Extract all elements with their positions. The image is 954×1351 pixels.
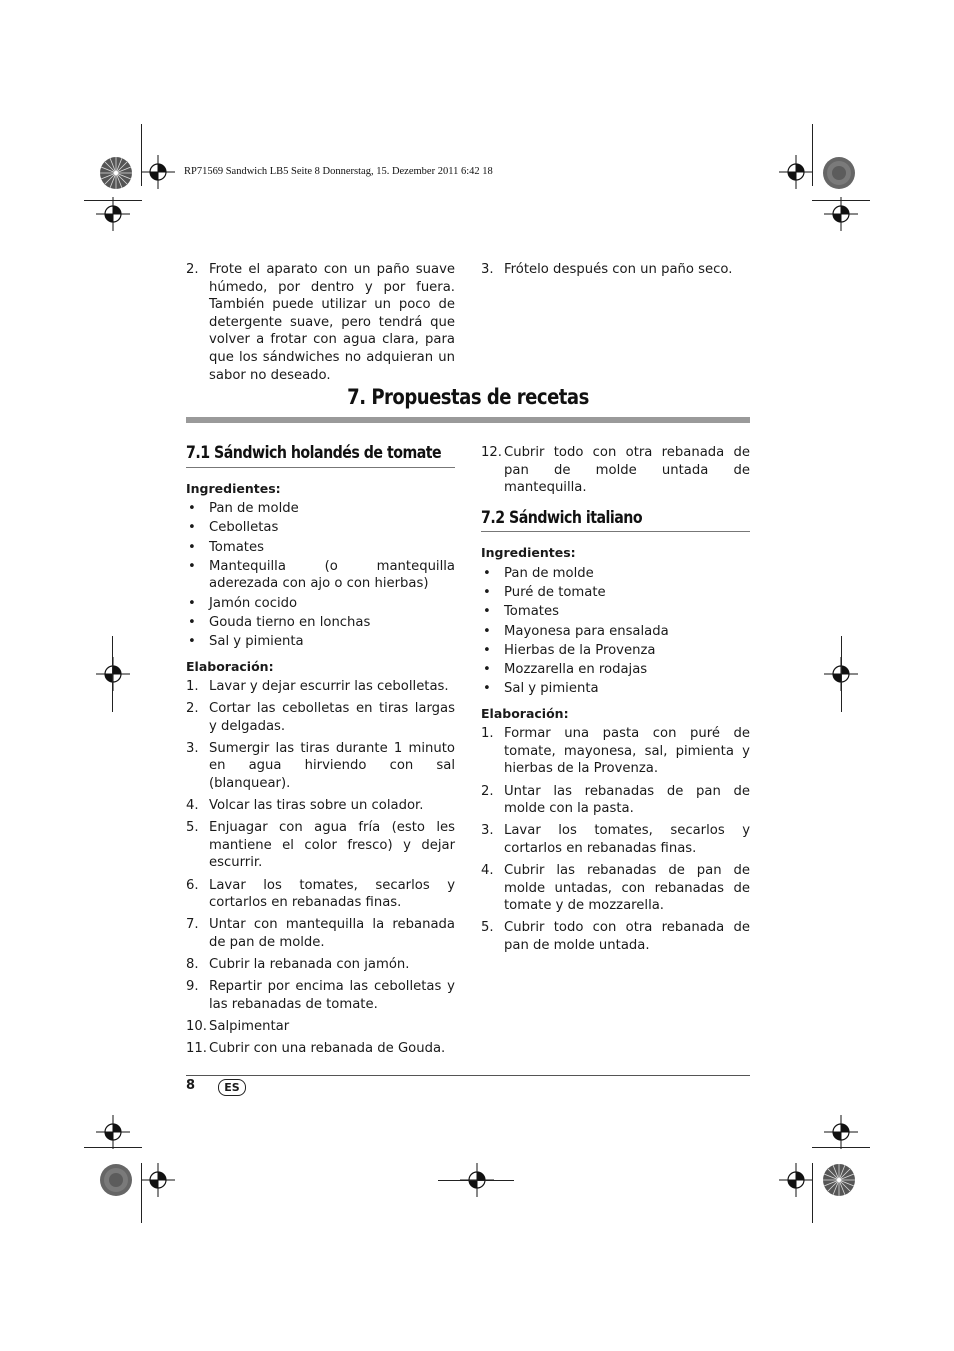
crosshair-icon <box>141 1163 175 1197</box>
page-number: 8 <box>186 1078 196 1093</box>
crop-mark <box>84 200 142 201</box>
preparation-heading: Elaboración: <box>186 658 274 674</box>
top-steps-left <box>186 261 455 389</box>
color-rosette-icon <box>99 1163 133 1197</box>
ingredient-item: • Mantequilla (o mantequilla aderezada con ajo o con hierbas) <box>188 558 455 592</box>
crosshair-icon <box>141 155 175 189</box>
color-rosette-icon <box>99 156 133 190</box>
step-item: 9. Repartir por encima las cebolletas y las rebanadas de tomate. <box>186 979 455 1012</box>
recipe1-title: 7.1 Sándwich holandés de tomate <box>186 443 442 462</box>
crosshair-icon <box>779 155 813 189</box>
step-item: 4. Volcar las tiras sobre un colador. <box>186 798 424 814</box>
preparation-steps <box>186 678 455 1057</box>
ingredient-item: • Jamón cocido <box>188 595 298 611</box>
step-item: 7. Untar con mantequilla la rebanada de pan de molde. <box>186 917 455 950</box>
ingredients-list <box>481 565 750 698</box>
step-item: 6. Lavar los tomates, secarlos y cortarlos en rebanadas finas. <box>186 877 455 911</box>
color-rosette-icon <box>822 1163 856 1197</box>
crop-mark <box>112 636 113 712</box>
step-item: 4. Cubrir las rebanadas de pan de molde untadas, con rebanadas de tomate y de mozzarella. <box>481 862 750 914</box>
top-steps-right <box>481 261 750 283</box>
crosshair-icon <box>96 1115 130 1149</box>
crop-mark <box>141 124 142 186</box>
section-divider <box>186 467 455 468</box>
crosshair-icon <box>96 657 130 691</box>
footer-divider <box>186 1075 750 1076</box>
crosshair-icon <box>779 1163 813 1197</box>
step-item: 1. Lavar y dejar escurrir las cebolletas. <box>186 679 449 695</box>
preparation-steps <box>481 725 750 954</box>
step-item: 11. Cubrir con una rebanada de Gouda. <box>186 1040 446 1056</box>
crop-mark <box>812 200 870 201</box>
step-item: 2. Cortar las cebolletas en tiras largas y delgadas. <box>186 701 455 734</box>
list-item: 3. Frótelo después con un paño seco. <box>481 262 733 277</box>
crop-mark <box>141 1163 142 1223</box>
step-item: 5. Enjuagar con agua fría (esto les mantiene el color fresco) y dejar escurrir. <box>186 820 455 871</box>
color-rosette-icon <box>822 156 856 190</box>
ingredient-item: • Tomates <box>188 539 264 555</box>
recipe2-title: 7.2 Sándwich italiano <box>481 507 643 527</box>
ingredients-heading: Ingredientes: <box>481 545 576 561</box>
language-badge: ES <box>218 1079 246 1096</box>
step-item: 5. Cubrir todo con otra rebanada de pan de molde untada. <box>481 920 750 953</box>
step-item: 12. Cubrir todo con otra rebanada de pan de molde untada de mantequilla. <box>481 445 750 496</box>
crop-mark <box>841 636 842 712</box>
ingredient-item: • Tomates <box>483 604 559 620</box>
ingredient-item: • Hierbas de la Provenza <box>483 642 656 658</box>
ingredient-item: • Pan de molde <box>188 501 299 517</box>
crop-mark <box>84 1147 142 1148</box>
crop-mark <box>812 124 813 186</box>
crop-mark <box>812 1163 813 1223</box>
preparation-heading: Elaboración: <box>481 705 569 721</box>
ingredient-item: • Mayonesa para ensalada <box>483 623 669 639</box>
print-file-info: RP71569 Sandwich LB5 Seite 8 Donnerstag, 15. Dezember 2011 6:42 18 <box>184 166 493 177</box>
crosshair-icon <box>824 197 858 231</box>
crosshair-icon <box>96 197 130 231</box>
ingredients-list <box>186 500 455 650</box>
recipe2-section <box>481 444 750 959</box>
ingredient-item: • Sal y pimienta <box>483 681 599 697</box>
recipe1-section <box>186 444 455 1062</box>
list-item: 2. Frote el aparato con un paño suave húmedo, por dentro y por fuera. También puede utilizar un poco de detergente suave, pero tendrá que volver a frotar con agua clara, para que los sándwiches no adquieran un sabor no deseado. <box>186 262 455 383</box>
step-item: 3. Sumergir las tiras durante 1 minuto en agua hirviendo con sal (blanquear). <box>186 740 455 792</box>
ingredient-item: • Mozzarella en rodajas <box>483 661 648 677</box>
crosshair-icon <box>824 1115 858 1149</box>
ingredient-item: • Gouda tierno en lonchas <box>188 614 371 630</box>
step-item: 10. Salpimentar <box>186 1018 290 1034</box>
ingredient-item: • Sal y pimienta <box>188 633 304 649</box>
ingredient-item: • Pan de molde <box>483 565 594 581</box>
step-item: 1. Formar una pasta con puré de tomate, mayonesa, sal, pimienta y hierbas de la Provenza. <box>481 726 750 777</box>
ingredient-item: • Puré de tomate <box>483 585 606 601</box>
step-item: 3. Lavar los tomates, secarlos y cortarlos en rebanadas finas. <box>481 823 750 856</box>
ingredients-heading: Ingredientes: <box>186 480 281 496</box>
step-item: 8. Cubrir la rebanada con jamón. <box>186 956 410 972</box>
chapter-title-bar <box>186 417 750 423</box>
section-divider <box>481 531 750 532</box>
chapter-title: 7. Propuestas de recetas <box>347 385 589 409</box>
crop-mark <box>438 1180 514 1181</box>
crop-mark <box>812 1147 870 1148</box>
ingredient-item: • Cebolletas <box>188 520 279 536</box>
step-item: 2. Untar las rebanadas de pan de molde con la pasta. <box>481 783 750 817</box>
